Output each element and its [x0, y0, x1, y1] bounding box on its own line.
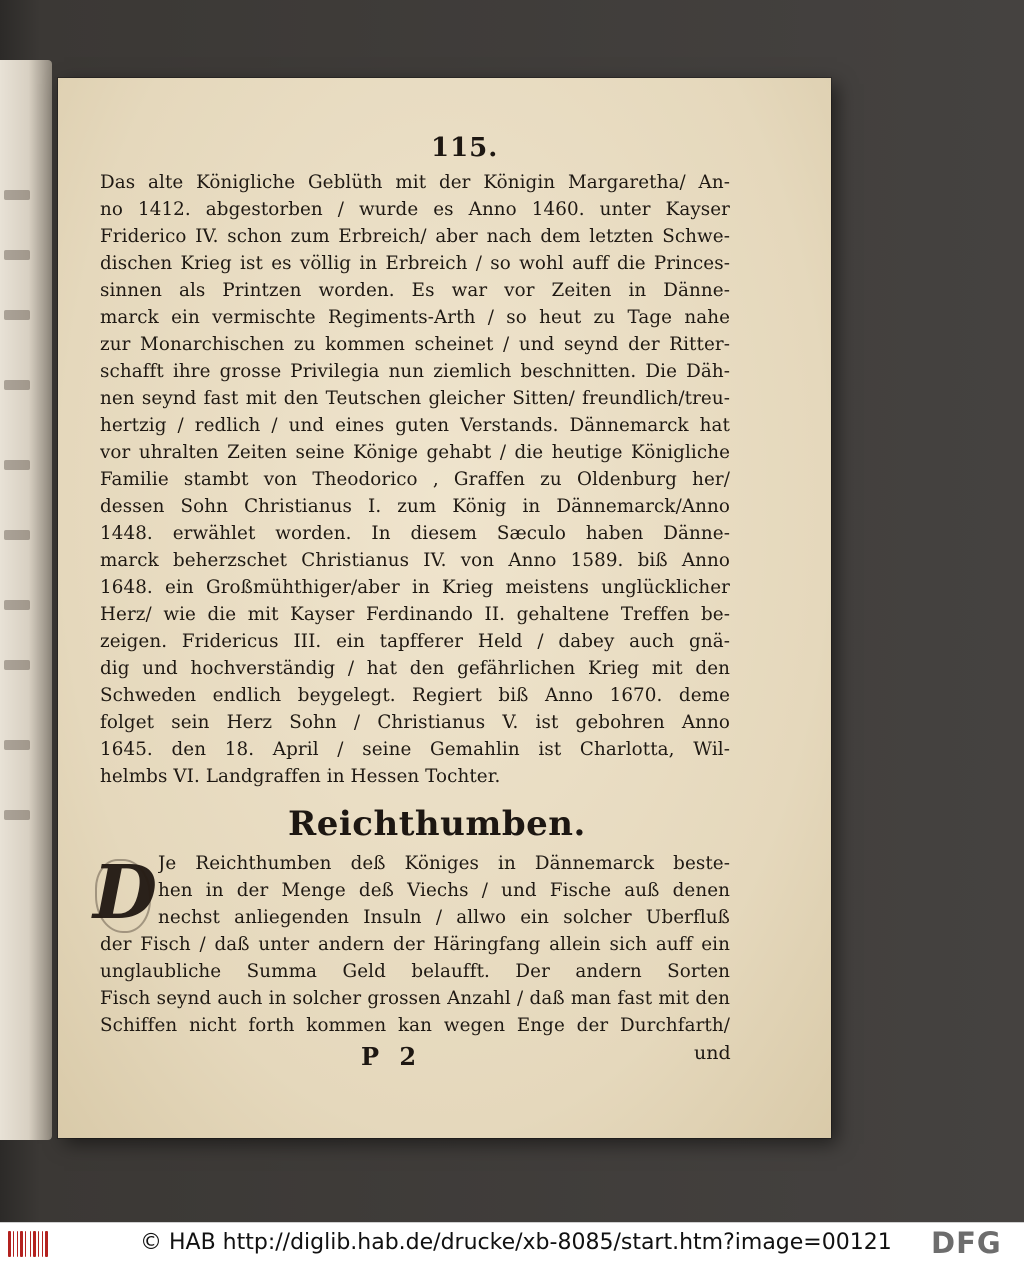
- text-line: unglaubliche Summa Geld belaufft. Der andern Sorten: [100, 961, 730, 982]
- text-line: Familie stambt von Theodorico , Graffen zu Oldenburg her/: [100, 469, 730, 490]
- text-line: Je Reichthumben deß Königes in Dännemarck beste-: [158, 853, 730, 874]
- text-line: dig und hochverständig / hat den gefährlichen Krieg mit den: [100, 658, 730, 679]
- text-line: marck beherzschet Christianus IV. von Anno 1589. biß Anno: [100, 550, 730, 571]
- text-line: dischen Krieg ist es völlig in Erbreich / so wohl auff die Princes-: [100, 253, 730, 274]
- body-text: [100, 169, 730, 790]
- page-number: 115.: [431, 133, 499, 163]
- text-line: vor uhralten Zeiten seine Könige gehabt / die heutige Königliche: [100, 442, 730, 463]
- section-text: [100, 850, 730, 1039]
- text-line: Herz/ wie die mit Kayser Ferdinando II. gehaltene Treffen be-: [100, 604, 730, 625]
- text-line: dessen Sohn Christianus I. zum König in Dännemarck/Anno: [100, 496, 730, 517]
- text-line: Das alte Königliche Geblüth mit der Königin Margaretha/ An-: [100, 172, 730, 193]
- text-line: zeigen. Fridericus III. ein tapfferer Held / dabey auch gnä-: [100, 631, 730, 652]
- text-line: no 1412. abgestorben / wurde es Anno 1460. unter Kayser: [100, 199, 730, 220]
- text-line: zur Monarchischen zu kommen scheinet / und seynd der Ritter-: [100, 334, 730, 355]
- book-page: [58, 78, 831, 1138]
- text-line: hen in der Menge deß Viechs / und Fische auß denen: [158, 880, 730, 901]
- section-heading: Reichthumben.: [288, 804, 586, 844]
- text-line: nen seynd fast mit den Teutschen gleicher Sitten/ freundlich/treu-: [100, 388, 730, 409]
- text-line: schafft ihre grosse Privilegia nun ziemlich beschnitten. Die Däh-: [100, 361, 730, 382]
- text-line: Schiffen nicht forth kommen kan wegen Enge der Durchfarth/: [100, 1015, 730, 1036]
- copyright-url[interactable]: © HAB http://diglib.hab.de/drucke/xb-8085/start.htm?image=00121: [140, 1230, 892, 1255]
- text-line: Friderico IV. schon zum Erbreich/ aber nach dem letzten Schwe-: [100, 226, 730, 247]
- text-line: der Fisch / daß unter andern der Häringfang allein sich auff ein: [100, 934, 730, 955]
- text-line: 1645. den 18. April / seine Gemahlin ist Charlotta, Wil-: [100, 739, 730, 760]
- text-line: Schweden endlich beygelegt. Regiert biß Anno 1670. deme: [100, 685, 730, 706]
- text-line: sinnen als Printzen worden. Es war vor Zeiten in Dänne-: [100, 280, 730, 301]
- printer-signature: P 2: [361, 1042, 423, 1071]
- footer-bar: [0, 1222, 1024, 1264]
- text-line: 1648. ein Großmühthiger/aber in Krieg meistens unglücklicher: [100, 577, 730, 598]
- text-line: 1448. erwählet worden. In diesem Sæculo haben Dänne-: [100, 523, 730, 544]
- text-line: hertzig / redlich / und eines guten Verstands. Dännemarck hat: [100, 415, 730, 436]
- drop-cap-initial: D: [93, 850, 158, 936]
- text-line: nechst anliegenden Insuln / allwo ein solcher Uberfluß: [158, 907, 730, 928]
- previous-page-edge: [0, 60, 52, 1140]
- text-line: helmbs VI. Landgraffen in Hessen Tochter.: [100, 766, 501, 787]
- dfg-logo: DFG: [931, 1226, 1002, 1260]
- catchword: und: [694, 1042, 731, 1064]
- text-line: folget sein Herz Sohn / Christianus V. ist gebohren Anno: [100, 712, 730, 733]
- hab-logo-icon: [8, 1231, 48, 1257]
- text-line: Fisch seynd auch in solcher grossen Anzahl / daß man fast mit den: [100, 988, 730, 1009]
- text-line: marck ein vermischte Regiments-Arth / so heut zu Tage nahe: [100, 307, 730, 328]
